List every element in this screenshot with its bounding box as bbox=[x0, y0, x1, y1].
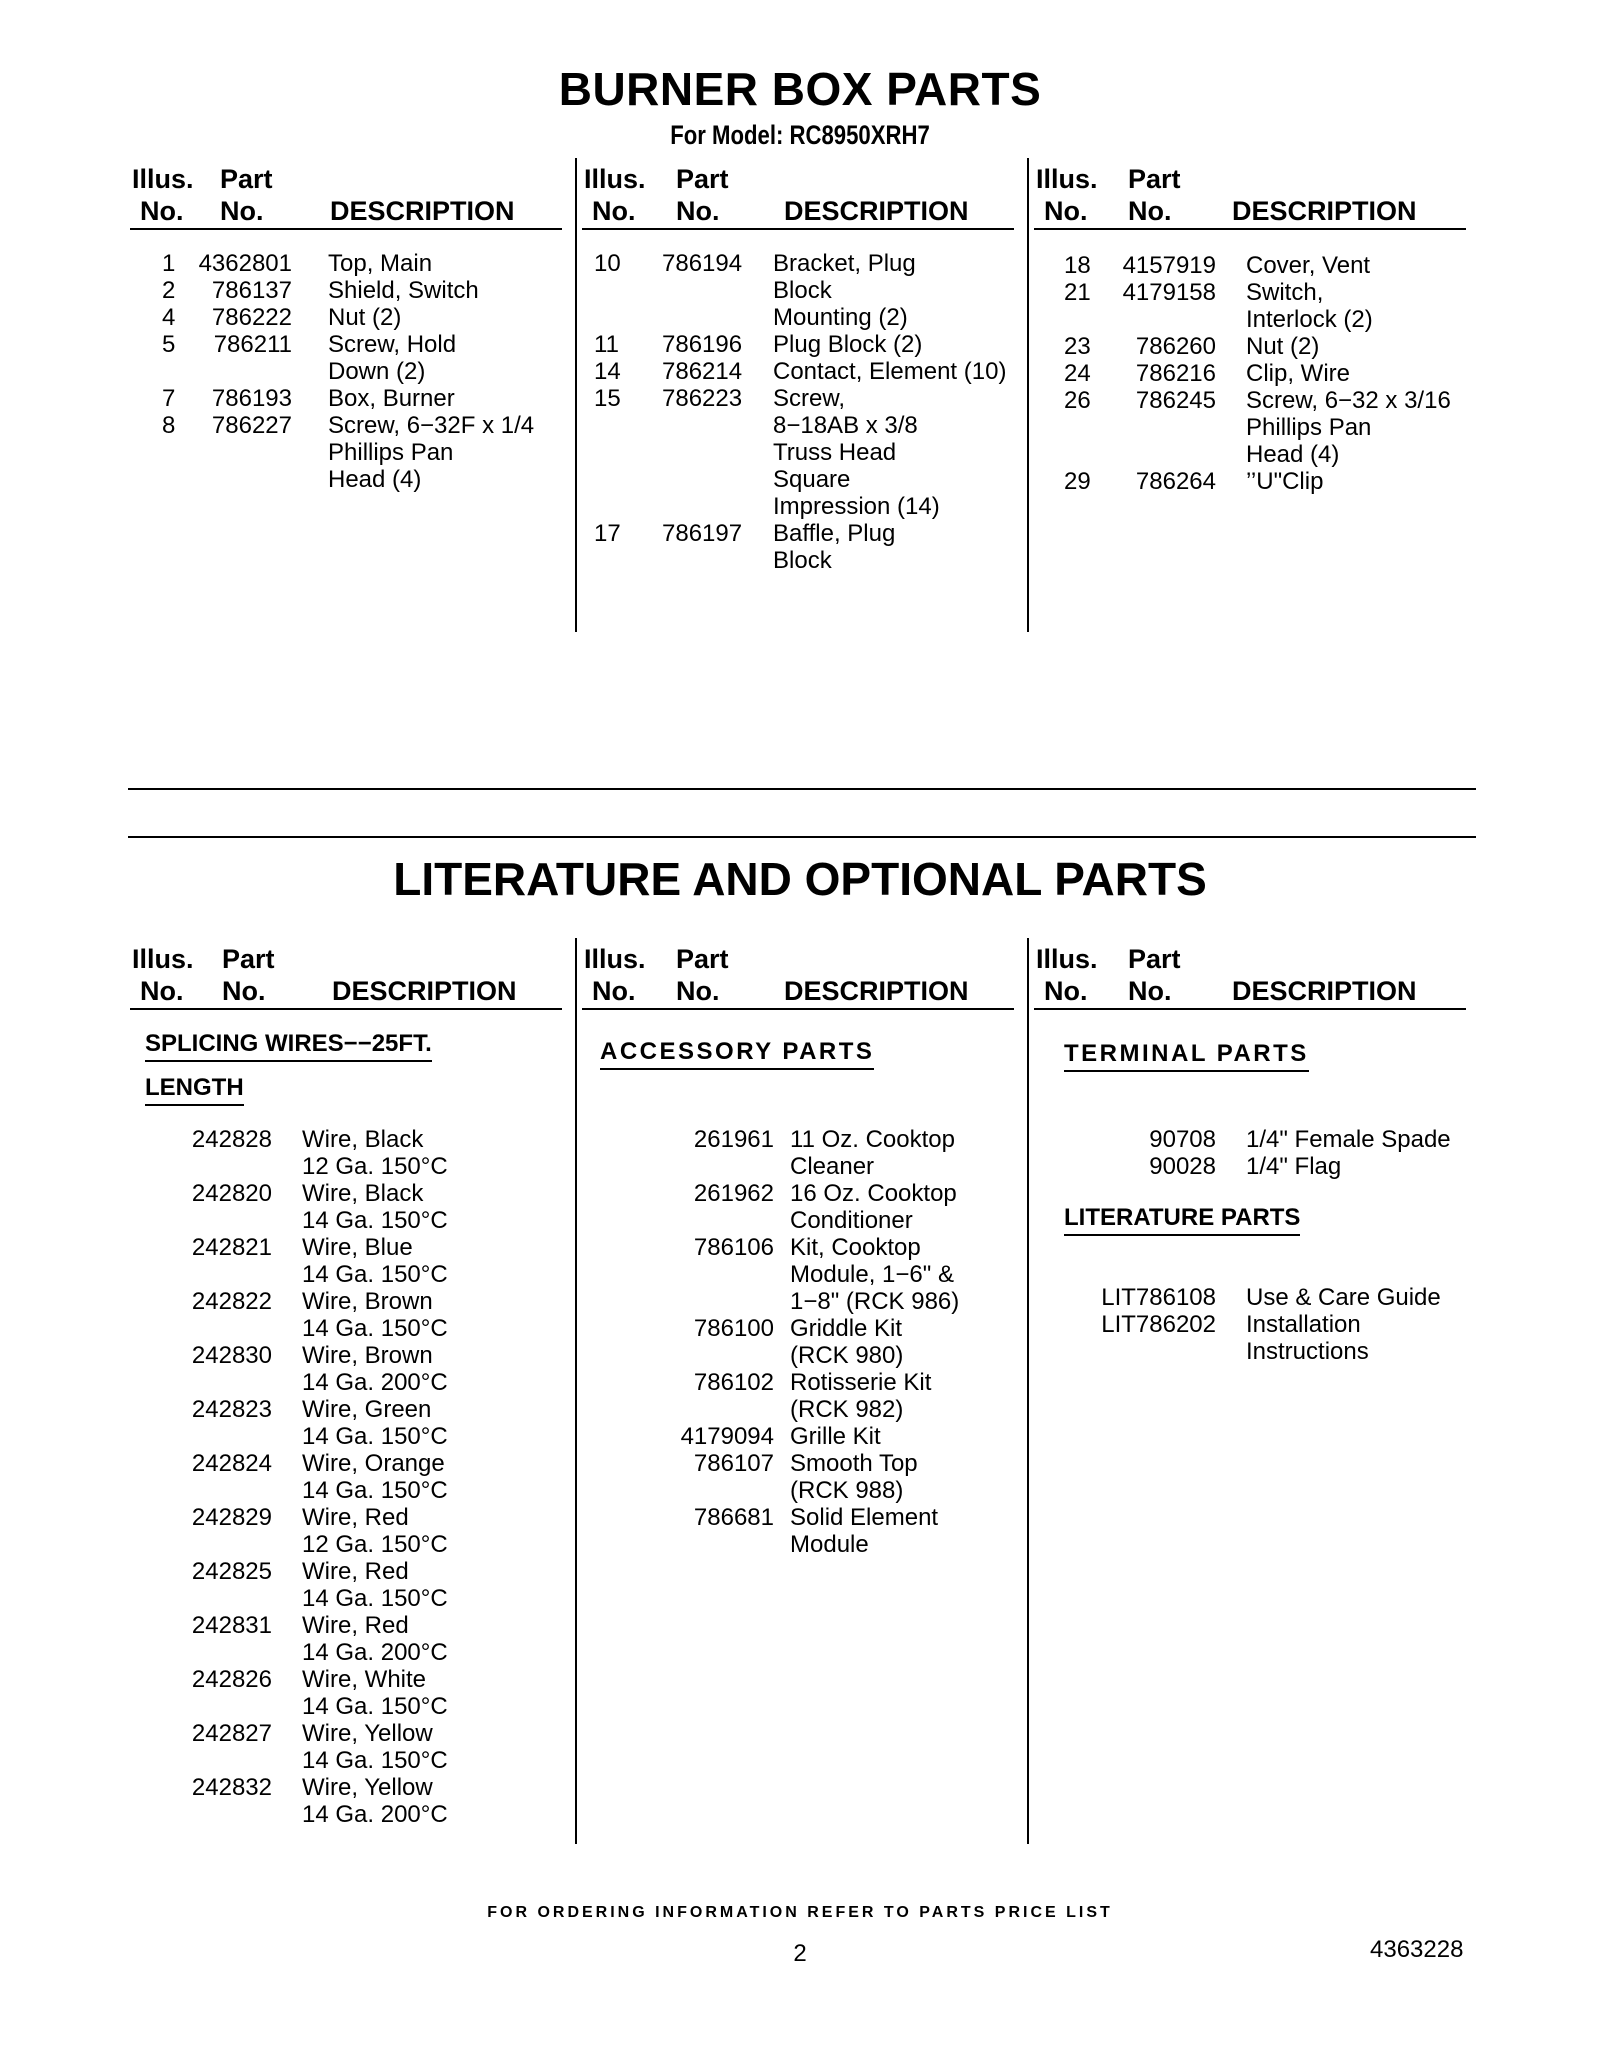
part-no: 90028 bbox=[1149, 1153, 1216, 1180]
part-no: 242821 bbox=[191, 1234, 272, 1261]
list-item bbox=[1034, 252, 1466, 279]
list-item bbox=[130, 250, 562, 277]
illus-no: 10 bbox=[594, 250, 621, 277]
part-no: 4179094 bbox=[680, 1423, 774, 1450]
part-description: Use & Care Guide bbox=[1246, 1284, 1441, 1311]
list-item bbox=[1034, 468, 1466, 495]
illus-no: 17 bbox=[594, 520, 621, 547]
part-description: Wire, Red 12 Ga. 150°C bbox=[302, 1504, 448, 1558]
literature-col-1 bbox=[130, 942, 562, 1828]
header-part-no: No. bbox=[1128, 976, 1172, 1006]
header-rule bbox=[582, 1008, 1014, 1010]
header-description: DESCRIPTION bbox=[1232, 196, 1417, 226]
part-description: Shield, Switch bbox=[328, 277, 479, 304]
illus-no: 26 bbox=[1064, 387, 1091, 414]
part-description: Solid Element Module bbox=[790, 1504, 939, 1558]
part-description: Contact, Element (10) bbox=[773, 358, 1007, 385]
illus-no: 24 bbox=[1064, 360, 1091, 387]
part-no: 786264 bbox=[1135, 468, 1216, 495]
list-item bbox=[1034, 1311, 1466, 1365]
part-description: Wire, Blue 14 Ga. 150°C bbox=[302, 1234, 448, 1288]
list-item bbox=[130, 277, 562, 304]
list-item bbox=[1034, 1153, 1466, 1180]
section-rule bbox=[128, 788, 1476, 790]
part-description: Top, Main bbox=[328, 250, 433, 277]
list-item bbox=[582, 1423, 1014, 1450]
illus-no: 5 bbox=[162, 331, 176, 358]
part-no: 261961 bbox=[693, 1126, 774, 1153]
illus-no: 11 bbox=[594, 331, 619, 358]
header-rule bbox=[1034, 228, 1466, 230]
list-item bbox=[582, 520, 1014, 574]
part-description: Rotisserie Kit (RCK 982) bbox=[790, 1369, 932, 1423]
ordering-note: FOR ORDERING INFORMATION REFER TO PARTS PRICE LIST bbox=[487, 1904, 1113, 1921]
illus-no: 2 bbox=[162, 277, 176, 304]
part-no: 242828 bbox=[191, 1126, 272, 1153]
header-illus: Illus. bbox=[132, 164, 194, 194]
list-item bbox=[1034, 333, 1466, 360]
header-rule bbox=[1034, 1008, 1466, 1010]
part-description: Wire, Brown 14 Ga. 150°C bbox=[302, 1288, 448, 1342]
list-item bbox=[1034, 279, 1466, 333]
list-item bbox=[1034, 1126, 1466, 1153]
illus-no: 15 bbox=[594, 385, 621, 412]
list-item bbox=[582, 1504, 1014, 1558]
part-no: 786211 bbox=[213, 331, 292, 358]
part-no: 786194 bbox=[662, 250, 743, 277]
header-part-no: No. bbox=[676, 196, 720, 226]
part-no: 242830 bbox=[191, 1342, 272, 1369]
part-description: Screw, 6−32F x 1/4 Phillips Pan Head (4) bbox=[328, 412, 535, 493]
list-item bbox=[130, 1396, 562, 1450]
part-no: 786107 bbox=[693, 1450, 774, 1477]
part-description: 16 Oz. Cooktop Conditioner bbox=[790, 1180, 957, 1234]
part-no: 786197 bbox=[662, 520, 743, 547]
list-item bbox=[130, 385, 562, 412]
header-illus-no: No. bbox=[592, 976, 636, 1006]
part-no: 786222 bbox=[211, 304, 292, 331]
part-description: Box, Burner bbox=[328, 385, 455, 412]
header-part: Part bbox=[220, 164, 273, 194]
part-no: 786216 bbox=[1135, 360, 1216, 387]
header-part: Part bbox=[222, 944, 275, 974]
header-illus-no: No. bbox=[592, 196, 636, 226]
part-no: 4157919 bbox=[1122, 252, 1216, 279]
part-no: LIT786202 bbox=[1101, 1311, 1216, 1338]
list-item bbox=[130, 1234, 562, 1288]
list-item bbox=[130, 1450, 562, 1504]
header-part: Part bbox=[676, 944, 729, 974]
list-item bbox=[130, 1666, 562, 1720]
section-heading-length: LENGTH bbox=[145, 1074, 244, 1106]
part-no: 4179158 bbox=[1122, 279, 1216, 306]
header-rule bbox=[130, 228, 562, 230]
part-description: 11 Oz. Cooktop Cleaner bbox=[790, 1126, 955, 1180]
part-no: 786137 bbox=[211, 277, 292, 304]
header-rule bbox=[582, 228, 1014, 230]
part-description: Wire, Brown 14 Ga. 200°C bbox=[302, 1342, 448, 1396]
section-heading-splicing-wires: SPLICING WIRES−−25FT. bbox=[145, 1030, 432, 1062]
part-description: Smooth Top (RCK 988) bbox=[790, 1450, 918, 1504]
part-no: 786227 bbox=[211, 412, 292, 439]
list-item bbox=[130, 412, 562, 493]
part-no: 242825 bbox=[191, 1558, 272, 1585]
header-illus: Illus. bbox=[132, 944, 194, 974]
illus-no: 8 bbox=[162, 412, 176, 439]
part-description: Wire, Orange 14 Ga. 150°C bbox=[302, 1450, 448, 1504]
header-description: DESCRIPTION bbox=[330, 196, 515, 226]
list-item bbox=[1034, 387, 1466, 468]
illus-no: 14 bbox=[594, 358, 621, 385]
part-no: 786193 bbox=[211, 385, 292, 412]
part-description: Kit, Cooktop Module, 1−6" & 1−8" (RCK 986) bbox=[790, 1234, 960, 1315]
part-no: LIT786108 bbox=[1101, 1284, 1216, 1311]
part-no: 786196 bbox=[662, 331, 743, 358]
list-item bbox=[130, 1342, 562, 1396]
part-description: Clip, Wire bbox=[1246, 360, 1351, 387]
part-description: Wire, Yellow 14 Ga. 200°C bbox=[302, 1774, 448, 1828]
part-description: 1/4" Female Spade bbox=[1246, 1126, 1451, 1153]
part-description: Griddle Kit (RCK 980) bbox=[790, 1315, 904, 1369]
list-item bbox=[130, 1612, 562, 1666]
part-description: Installation Instructions bbox=[1246, 1311, 1369, 1365]
column-divider bbox=[1027, 938, 1029, 1844]
column-header bbox=[1034, 942, 1466, 1006]
list-item bbox=[582, 385, 1014, 520]
list-item bbox=[130, 1558, 562, 1612]
part-description: Wire, Red 14 Ga. 200°C bbox=[302, 1612, 448, 1666]
part-no: 242823 bbox=[191, 1396, 272, 1423]
part-no: 786214 bbox=[662, 358, 743, 385]
header-part-no: No. bbox=[222, 976, 266, 1006]
part-no: 786260 bbox=[1135, 333, 1216, 360]
document-number: 4363228 bbox=[1370, 1936, 1464, 1963]
part-no: 261962 bbox=[693, 1180, 774, 1207]
part-description: Wire, Black 12 Ga. 150°C bbox=[302, 1126, 448, 1180]
part-no: 4362801 bbox=[198, 250, 292, 277]
header-part: Part bbox=[1128, 164, 1181, 194]
list-item bbox=[582, 250, 1014, 331]
illus-no: 1 bbox=[162, 250, 176, 277]
part-description: Nut (2) bbox=[1246, 333, 1320, 360]
header-illus-no: No. bbox=[140, 196, 184, 226]
part-description: Wire, Green 14 Ga. 150°C bbox=[302, 1396, 448, 1450]
model-subtitle: For Model: RC8950XRH7 bbox=[670, 120, 930, 150]
header-description: DESCRIPTION bbox=[1232, 976, 1417, 1006]
part-no: 242822 bbox=[191, 1288, 272, 1315]
header-description: DESCRIPTION bbox=[784, 196, 969, 226]
part-description: Wire, White 14 Ga. 150°C bbox=[302, 1666, 448, 1720]
burner-col-3 bbox=[1034, 162, 1466, 495]
header-illus-no: No. bbox=[1044, 976, 1088, 1006]
part-description: Screw, Hold Down (2) bbox=[328, 331, 457, 385]
literature-col-3 bbox=[1034, 942, 1466, 1365]
part-no: 786245 bbox=[1135, 387, 1216, 414]
burner-box-title: BURNER BOX PARTS bbox=[558, 63, 1042, 115]
part-no: 786223 bbox=[662, 385, 743, 412]
column-divider bbox=[1027, 158, 1029, 632]
header-rule bbox=[130, 1008, 562, 1010]
page-number: 2 bbox=[793, 1940, 807, 1967]
list-item bbox=[130, 1126, 562, 1180]
literature-col-2 bbox=[582, 942, 1014, 1558]
header-illus: Illus. bbox=[584, 944, 646, 974]
part-no: 242832 bbox=[191, 1774, 272, 1801]
column-header bbox=[130, 162, 562, 226]
illus-no: 23 bbox=[1064, 333, 1091, 360]
illus-no: 4 bbox=[162, 304, 176, 331]
part-description: ’’U"Clip bbox=[1246, 468, 1324, 495]
list-item bbox=[1034, 360, 1466, 387]
part-no: 786106 bbox=[693, 1234, 774, 1261]
part-no: 242820 bbox=[191, 1180, 272, 1207]
part-description: Screw, 6−32 x 3/16 Phillips Pan Head (4) bbox=[1246, 387, 1451, 468]
column-divider bbox=[575, 158, 577, 632]
part-description: Wire, Red 14 Ga. 150°C bbox=[302, 1558, 448, 1612]
part-no: 786100 bbox=[693, 1315, 774, 1342]
part-description: Switch, Interlock (2) bbox=[1246, 279, 1373, 333]
header-description: DESCRIPTION bbox=[332, 976, 517, 1006]
list-item bbox=[582, 1126, 1014, 1180]
illus-no: 18 bbox=[1064, 252, 1091, 279]
list-item bbox=[130, 1720, 562, 1774]
list-item bbox=[130, 304, 562, 331]
burner-col-2 bbox=[582, 162, 1014, 574]
header-illus-no: No. bbox=[1044, 196, 1088, 226]
part-description: Nut (2) bbox=[328, 304, 402, 331]
list-item bbox=[130, 1774, 562, 1828]
header-part-no: No. bbox=[220, 196, 264, 226]
part-no: 242829 bbox=[191, 1504, 272, 1531]
section-rule bbox=[128, 836, 1476, 838]
header-illus: Illus. bbox=[1036, 164, 1098, 194]
part-description: Grille Kit bbox=[790, 1423, 881, 1450]
part-no: 242831 bbox=[191, 1612, 272, 1639]
list-item bbox=[130, 331, 562, 385]
part-no: 242826 bbox=[191, 1666, 272, 1693]
list-item bbox=[582, 1234, 1014, 1315]
column-header bbox=[582, 942, 1014, 1006]
literature-title: LITERATURE AND OPTIONAL PARTS bbox=[393, 853, 1207, 905]
list-item bbox=[130, 1180, 562, 1234]
header-description: DESCRIPTION bbox=[784, 976, 969, 1006]
part-description: Screw, 8−18AB x 3/8 Truss Head Square Impression (14) bbox=[773, 385, 940, 520]
illus-no: 7 bbox=[162, 385, 176, 412]
list-item bbox=[130, 1504, 562, 1558]
list-item bbox=[582, 1450, 1014, 1504]
header-illus: Illus. bbox=[584, 164, 646, 194]
list-item bbox=[582, 1315, 1014, 1369]
list-item bbox=[582, 1369, 1014, 1423]
illus-no: 29 bbox=[1064, 468, 1091, 495]
part-no: 786681 bbox=[693, 1504, 774, 1531]
header-part: Part bbox=[676, 164, 729, 194]
part-description: Plug Block (2) bbox=[773, 331, 923, 358]
column-header bbox=[1034, 162, 1466, 226]
part-description: Baffle, Plug Block bbox=[773, 520, 896, 574]
header-illus-no: No. bbox=[140, 976, 184, 1006]
part-no: 242824 bbox=[191, 1450, 272, 1477]
header-part-no: No. bbox=[1128, 196, 1172, 226]
list-item bbox=[1034, 1284, 1466, 1311]
burner-col-1 bbox=[130, 162, 562, 493]
header-part-no: No. bbox=[676, 976, 720, 1006]
section-heading-terminal-parts: TERMINAL PARTS bbox=[1064, 1040, 1309, 1072]
list-item bbox=[582, 331, 1014, 358]
list-item bbox=[582, 358, 1014, 385]
list-item bbox=[130, 1288, 562, 1342]
header-part: Part bbox=[1128, 944, 1181, 974]
part-no: 90708 bbox=[1149, 1126, 1216, 1153]
column-header bbox=[130, 942, 562, 1006]
part-description: 1/4" Flag bbox=[1246, 1153, 1342, 1180]
part-description: Wire, Black 14 Ga. 150°C bbox=[302, 1180, 448, 1234]
header-illus: Illus. bbox=[1036, 944, 1098, 974]
part-description: Bracket, Plug Block Mounting (2) bbox=[773, 250, 916, 331]
illus-no: 21 bbox=[1064, 279, 1091, 306]
part-no: 242827 bbox=[191, 1720, 272, 1747]
part-description: Wire, Yellow 14 Ga. 150°C bbox=[302, 1720, 448, 1774]
column-divider bbox=[575, 938, 577, 1844]
column-header bbox=[582, 162, 1014, 226]
part-no: 786102 bbox=[693, 1369, 774, 1396]
section-heading-accessory-parts: ACCESSORY PARTS bbox=[600, 1038, 874, 1070]
part-description: Cover, Vent bbox=[1246, 252, 1371, 279]
section-heading-literature-parts: LITERATURE PARTS bbox=[1064, 1204, 1300, 1236]
list-item bbox=[582, 1180, 1014, 1234]
